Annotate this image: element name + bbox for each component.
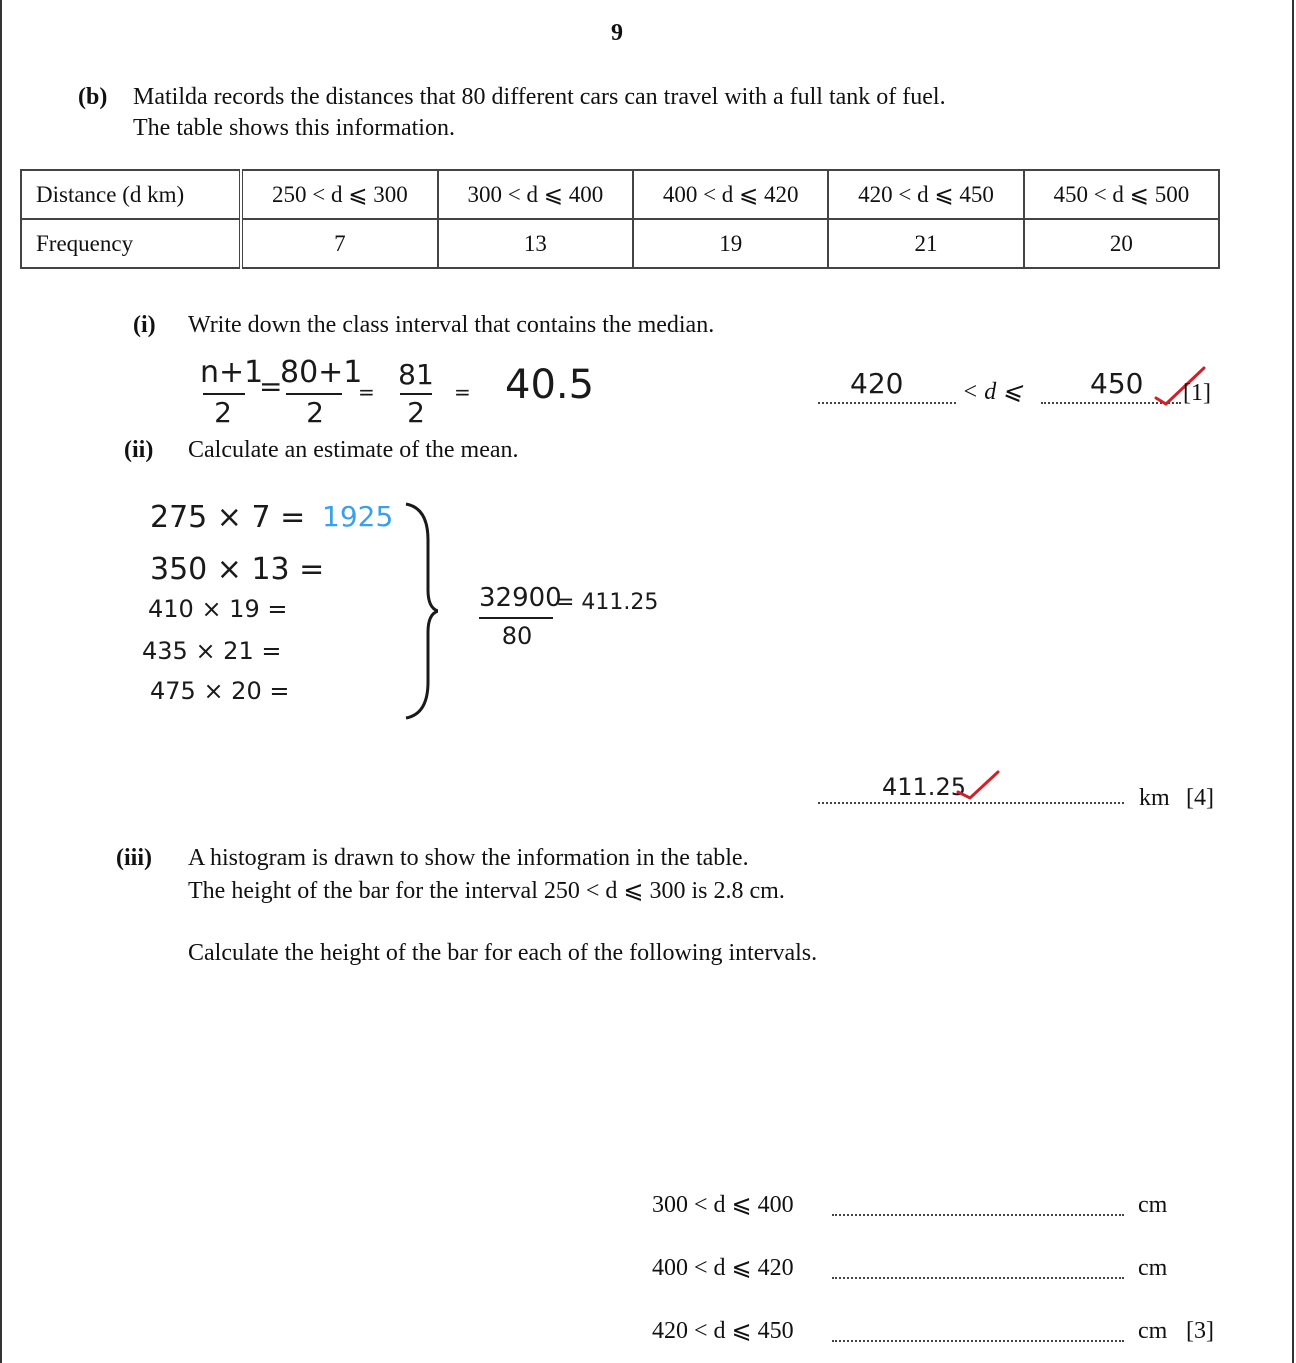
frequency-cell: 20 <box>1024 219 1219 268</box>
work-i-result: 40.5 <box>505 362 595 408</box>
work-i-num1: n+1 <box>200 355 264 390</box>
work-ii-first-result: 1925 <box>322 500 394 533</box>
work-ii-line: 350 × 13 = <box>150 552 325 587</box>
q-i-text: Write down the class interval that contains the median. <box>188 312 715 338</box>
work-ii-fraction-num: 32900 <box>479 583 562 613</box>
fraction-bar <box>400 393 432 395</box>
work-i-num3: 81 <box>398 358 434 391</box>
interval-cell: 420 < d ⩽ 450 <box>828 170 1023 219</box>
work-i-num2: 80+1 <box>280 355 363 390</box>
q-iii-label: (iii) <box>116 845 152 871</box>
unit-label: cm <box>1138 1255 1168 1281</box>
marks-i: [1] <box>1183 380 1211 406</box>
interval-label: 400 < d ⩽ 420 <box>652 1255 794 1281</box>
work-i-den1: 2 <box>214 396 232 429</box>
answer-i-low: 420 <box>850 367 904 400</box>
page-border-right <box>1292 0 1294 1363</box>
part-b-label: (b) <box>78 84 108 110</box>
work-ii-fraction-result: = 411.25 <box>556 590 659 615</box>
page-border-left <box>0 0 2 1363</box>
distance-header: Distance (d km) <box>21 170 241 219</box>
part-b-line2: The table shows this information. <box>133 115 455 141</box>
table-row <box>21 170 1219 219</box>
frequency-cell: 19 <box>633 219 828 268</box>
part-b-line1: Matilda records the distances that 80 different cars can travel with a full tank of fuel. <box>133 84 946 110</box>
fraction-bar <box>286 393 342 395</box>
work-i-eq1: = <box>259 370 283 403</box>
tick-mark-icon <box>954 766 1004 802</box>
fraction-bar <box>479 617 553 619</box>
work-ii-line: 410 × 19 = <box>148 595 288 623</box>
work-i-den2: 2 <box>306 396 324 429</box>
q-iii-line1: A histogram is drawn to show the information in the table. <box>188 845 749 871</box>
answer-line <box>832 1277 1124 1279</box>
q-ii-label: (ii) <box>124 437 154 463</box>
work-i-eq3: = <box>454 380 471 404</box>
interval-label: 300 < d ⩽ 400 <box>652 1192 794 1218</box>
q-iii-line2: The height of the bar for the interval 250 < d ⩽ 300 is 2.8 cm. <box>188 878 785 904</box>
answer-line-low <box>818 402 956 404</box>
frequency-header: Frequency <box>21 219 241 268</box>
work-ii-line: 435 × 21 = <box>142 637 282 665</box>
frequency-cell: 7 <box>241 219 438 268</box>
curly-brace-icon <box>398 500 438 722</box>
marks-ii: [4] <box>1186 785 1214 811</box>
answer-i-high: 450 <box>1090 367 1144 400</box>
q-iii-line3: Calculate the height of the bar for each of the following intervals. <box>188 940 818 966</box>
q-i-label: (i) <box>133 312 156 338</box>
fraction-bar <box>203 393 245 395</box>
unit-label: cm <box>1138 1192 1168 1218</box>
work-ii-fraction-den: 80 <box>501 622 533 650</box>
work-i-den3: 2 <box>407 396 425 429</box>
table-row <box>21 219 1219 268</box>
page-number: 9 <box>611 20 623 46</box>
interval-cell: 250 < d ⩽ 300 <box>241 170 438 219</box>
work-ii-line: 275 × 7 = <box>150 500 306 535</box>
answer-i-mid: < d ⩽ <box>962 379 1023 405</box>
answer-line <box>832 1214 1124 1216</box>
unit-ii: km <box>1139 785 1170 811</box>
marks-iii: [3] <box>1186 1318 1214 1344</box>
answer-ii: 411.25 <box>882 773 966 801</box>
interval-label: 420 < d ⩽ 450 <box>652 1318 794 1344</box>
interval-cell: 400 < d ⩽ 420 <box>633 170 828 219</box>
frequency-cell: 13 <box>438 219 633 268</box>
answer-line <box>818 802 1124 804</box>
frequency-table <box>20 169 1220 269</box>
work-i-eq2: = <box>358 380 375 404</box>
q-ii-text: Calculate an estimate of the mean. <box>188 437 519 463</box>
work-ii-line: 475 × 20 = <box>150 677 290 705</box>
frequency-cell: 21 <box>828 219 1023 268</box>
answer-line <box>832 1340 1124 1342</box>
interval-cell: 300 < d ⩽ 400 <box>438 170 633 219</box>
interval-cell: 450 < d ⩽ 500 <box>1024 170 1219 219</box>
unit-label: cm <box>1138 1318 1168 1344</box>
